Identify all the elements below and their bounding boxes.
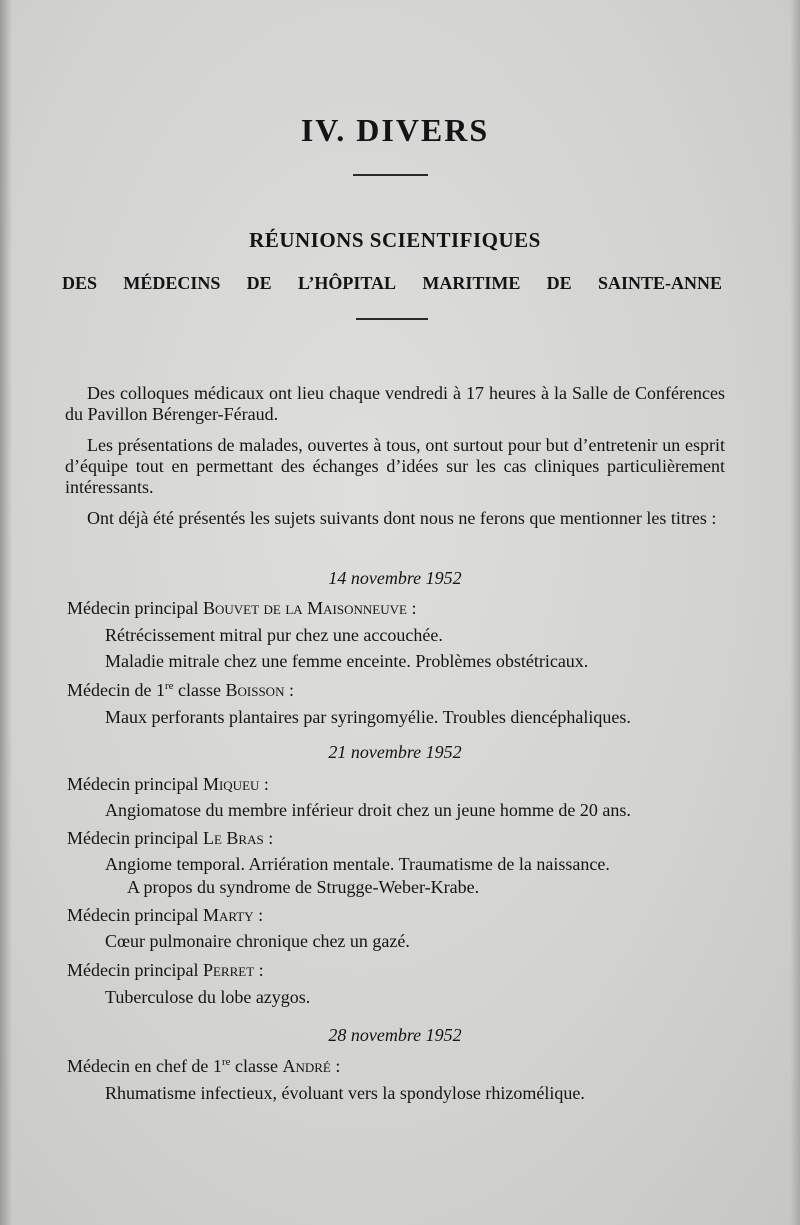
doctor-name: Boisson: [225, 680, 285, 700]
doctor-rank: [67, 680, 221, 700]
subheading: [62, 273, 722, 294]
purpose-paragraph: Les présentations de malades, ouvertes à tous, ont surtout pour but d’entretenir un esprit d’équipe tout en permettant des échanges d’idées sur les cas cliniques particulièrement intéressants.: [65, 435, 725, 497]
doctor-rank: Médecin principal: [67, 774, 199, 794]
doctor-rank: Médecin principal: [67, 960, 199, 980]
intro-paragraph: Des colloques médicaux ont lieu chaque vendredi à 17 heures à la Salle de Conférences du Pavillon Bérenger-Féraud.: [65, 383, 725, 424]
doctor-suffix: :: [284, 680, 294, 700]
doctor-rank-class: classe: [173, 680, 221, 700]
doctor-entry: [67, 1056, 340, 1077]
doctor-suffix: :: [330, 1056, 341, 1076]
section-title: IV. DIVERS: [300, 112, 490, 148]
topic-item: Tuberculose du lobe azygos.: [105, 987, 311, 1007]
doctor-rank: [67, 1056, 278, 1076]
session-date: 21 novembre 1952: [328, 742, 462, 762]
topic-item: Cœur pulmonaire chronique chez un gazé.: [105, 931, 410, 951]
doctor-name: Miqueu: [202, 774, 260, 794]
doctor-suffix: :: [263, 828, 274, 848]
subjects-intro-paragraph: Ont déjà été présentés les sujets suivants dont nous ne ferons que mentionner les titres :: [87, 508, 717, 528]
session-date: 28 novembre 1952: [328, 1025, 462, 1045]
doctor-suffix: :: [253, 905, 264, 925]
doctor-name: Perret: [202, 960, 255, 980]
page-edge-shadow-right: [790, 0, 800, 1225]
doctor-entry: [67, 960, 264, 981]
subheading-word: DE: [246, 273, 272, 293]
subheading-word: SAINTE-ANNE: [597, 273, 722, 293]
doctor-name: Le Bras: [202, 828, 264, 848]
divider-rule: [353, 174, 428, 176]
doctor-rank: Médecin principal: [67, 905, 199, 925]
doctor-entry: [67, 828, 273, 849]
doctor-entry: [67, 598, 416, 619]
doctor-rank-superscript: re: [164, 680, 174, 692]
doctor-rank: Médecin principal: [67, 598, 199, 618]
doctor-rank-superscript: re: [221, 1056, 231, 1068]
doctor-suffix: :: [259, 774, 269, 794]
doctor-name: Marty: [202, 905, 254, 925]
divider-rule: [356, 318, 428, 320]
doctor-suffix: :: [406, 598, 417, 618]
doctor-name: Bouvet de la Maisonneuve: [202, 598, 407, 618]
doctor-rank: Médecin principal: [67, 828, 199, 848]
topic-item-continuation: A propos du syndrome de Strugge-Weber-Krabe.: [127, 877, 480, 897]
doctor-entry: [67, 905, 263, 926]
doctor-rank-text: Médecin de 1: [67, 680, 165, 700]
doctor-entry: [67, 680, 294, 701]
doctor-suffix: :: [254, 960, 264, 980]
topic-item: Maux perforants plantaires par syringomyélie. Troubles diencéphaliques.: [105, 707, 631, 727]
doctor-name: André: [282, 1056, 331, 1076]
topic-item: Angiomatose du membre inférieur droit chez un jeune homme de 20 ans.: [105, 800, 631, 820]
doctor-rank-class: classe: [230, 1056, 278, 1076]
topic-item: Rétrécissement mitral pur chez une accouchée.: [105, 625, 443, 645]
doctor-entry: [67, 774, 269, 795]
subheading-word: MÉDECINS: [123, 273, 221, 293]
subheading-word: DES: [62, 273, 98, 293]
topic-item: Angiome temporal. Arriération mentale. Traumatisme de la naissance.: [105, 854, 610, 874]
subheading-word: DE: [546, 273, 572, 293]
session-date: 14 novembre 1952: [328, 568, 462, 588]
doctor-rank-text: Médecin en chef de 1: [67, 1056, 222, 1076]
topic-item: Rhumatisme infectieux, évoluant vers la spondylose rhizomélique.: [105, 1083, 585, 1103]
subheading-word: MARITIME: [422, 273, 521, 293]
subheading-word: L’HÔPITAL: [297, 273, 397, 293]
topic-item: Maladie mitrale chez une femme enceinte. Problèmes obstétricaux.: [105, 651, 589, 671]
heading: RÉUNIONS SCIENTIFIQUES: [249, 228, 541, 252]
